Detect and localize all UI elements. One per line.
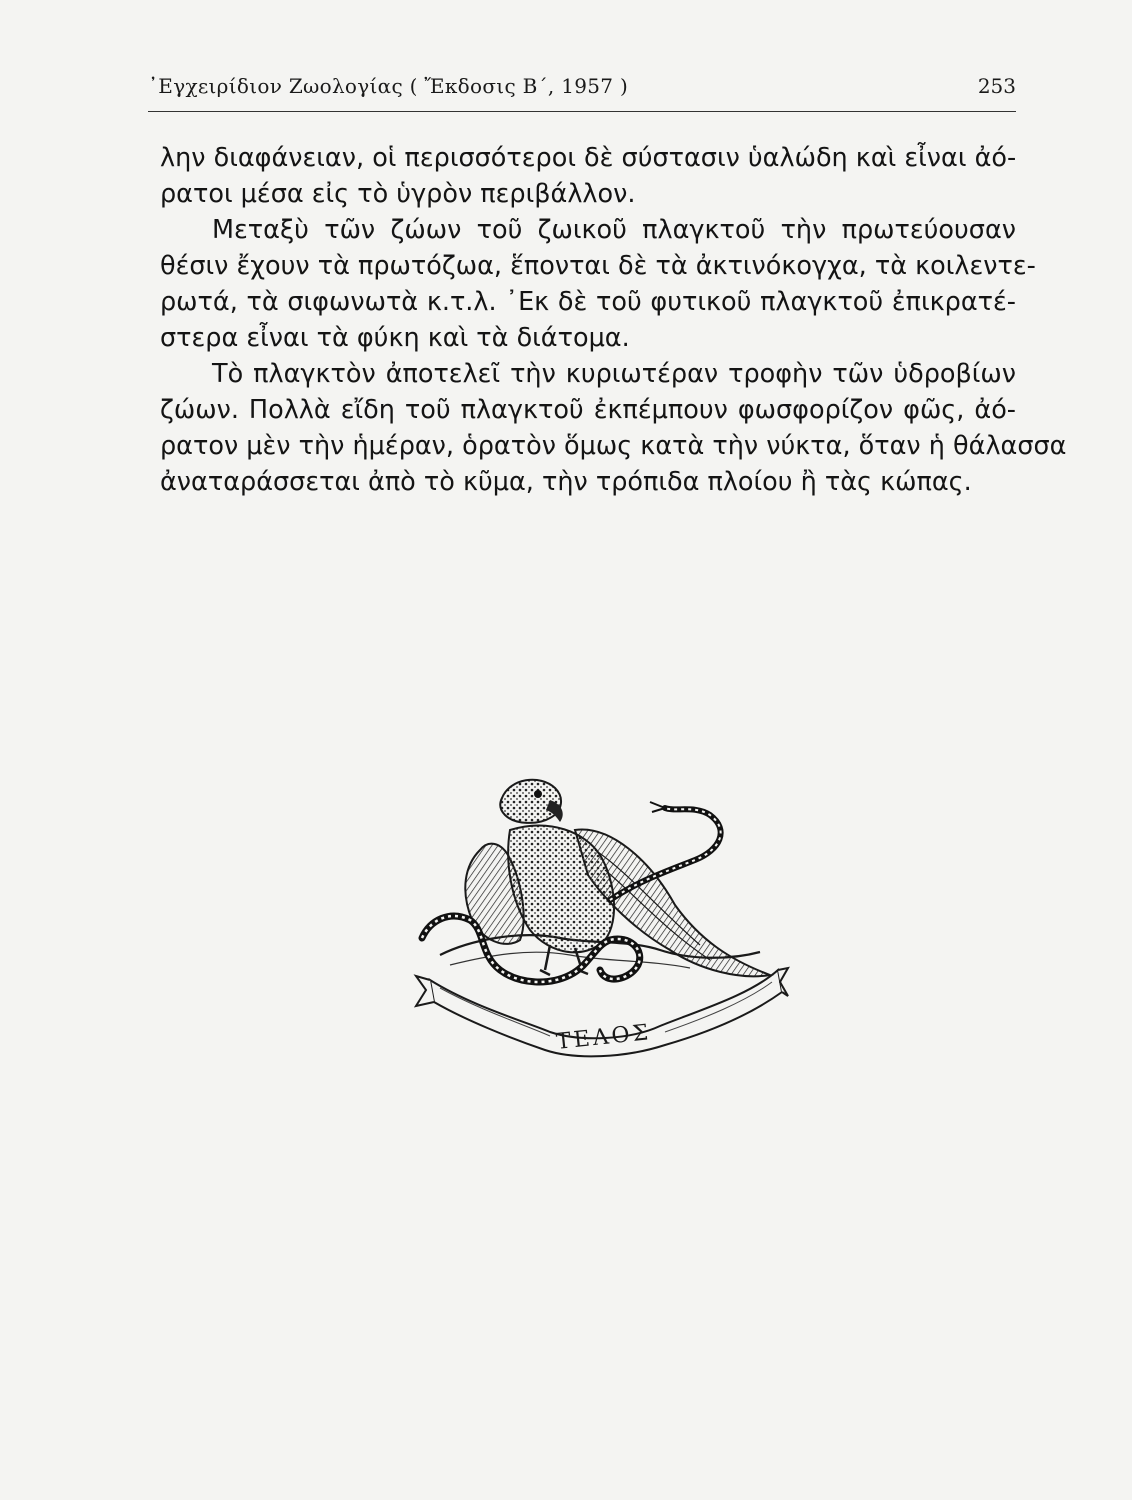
text-line: Μεταξὺ τῶν ζώων τοῦ ζωικοῦ πλαγκτοῦ τὴν πρωτεύουσαν [212,215,1016,245]
body-text [160,140,1067,500]
page-number: 253 [977,74,1016,98]
text-line: Τὸ πλαγκτὸν ἀποτελεῖ τὴν κυριωτέραν τροφὴν τῶν ὑδροβίων [212,359,1016,389]
text-line: ρατον μὲν τὴν ἡμέραν, ὁρατὸν ὅμως κατὰ τὴν νύκτα, ὅταν ἡ θάλασσα [160,431,1067,461]
text-line: λην διαφάνειαν, οἱ περισσότεροι δὲ σύστασιν ὑαλώδη καὶ εἶναι ἀό- [160,143,1017,173]
running-title: ᾿Εγχειρίδιον Ζωολογίας ( Ἔκδοσις Β΄, 1957 ) [148,74,629,98]
header-rule [148,111,1016,112]
running-header [148,74,1016,114]
eagle-serpent-illustration [410,770,790,1060]
text-line: ρωτά, τὰ σιφωνωτὰ κ.τ.λ. ᾿Εκ δὲ τοῦ φυτικοῦ πλαγκτοῦ ἐπικρατέ- [160,287,1016,317]
colophon-vignette [410,770,790,1060]
text-line: στερα εἶναι τὰ φύκη καὶ τὰ διάτομα. [160,323,630,353]
colophon-banner-text: ΤΕΛΟΣ [554,1020,653,1055]
text-line: ζώων. Πολλὰ εἴδη τοῦ πλαγκτοῦ ἐκπέμπουν φωσφορίζον φῶς, ἀό- [160,395,1016,425]
text-line: ρατοι μέσα εἰς τὸ ὑγρὸν περιβάλλον. [160,179,636,209]
text-line: θέσιν ἔχουν τὰ πρωτόζωα, ἕπονται δὲ τὰ ἀκτινόκογχα, τὰ κοιλεντε- [160,251,1036,281]
text-line: ἀναταράσσεται ἀπὸ τὸ κῦμα, τὴν τρόπιδα πλοίου ἢ τὰς κώπας. [160,467,972,497]
